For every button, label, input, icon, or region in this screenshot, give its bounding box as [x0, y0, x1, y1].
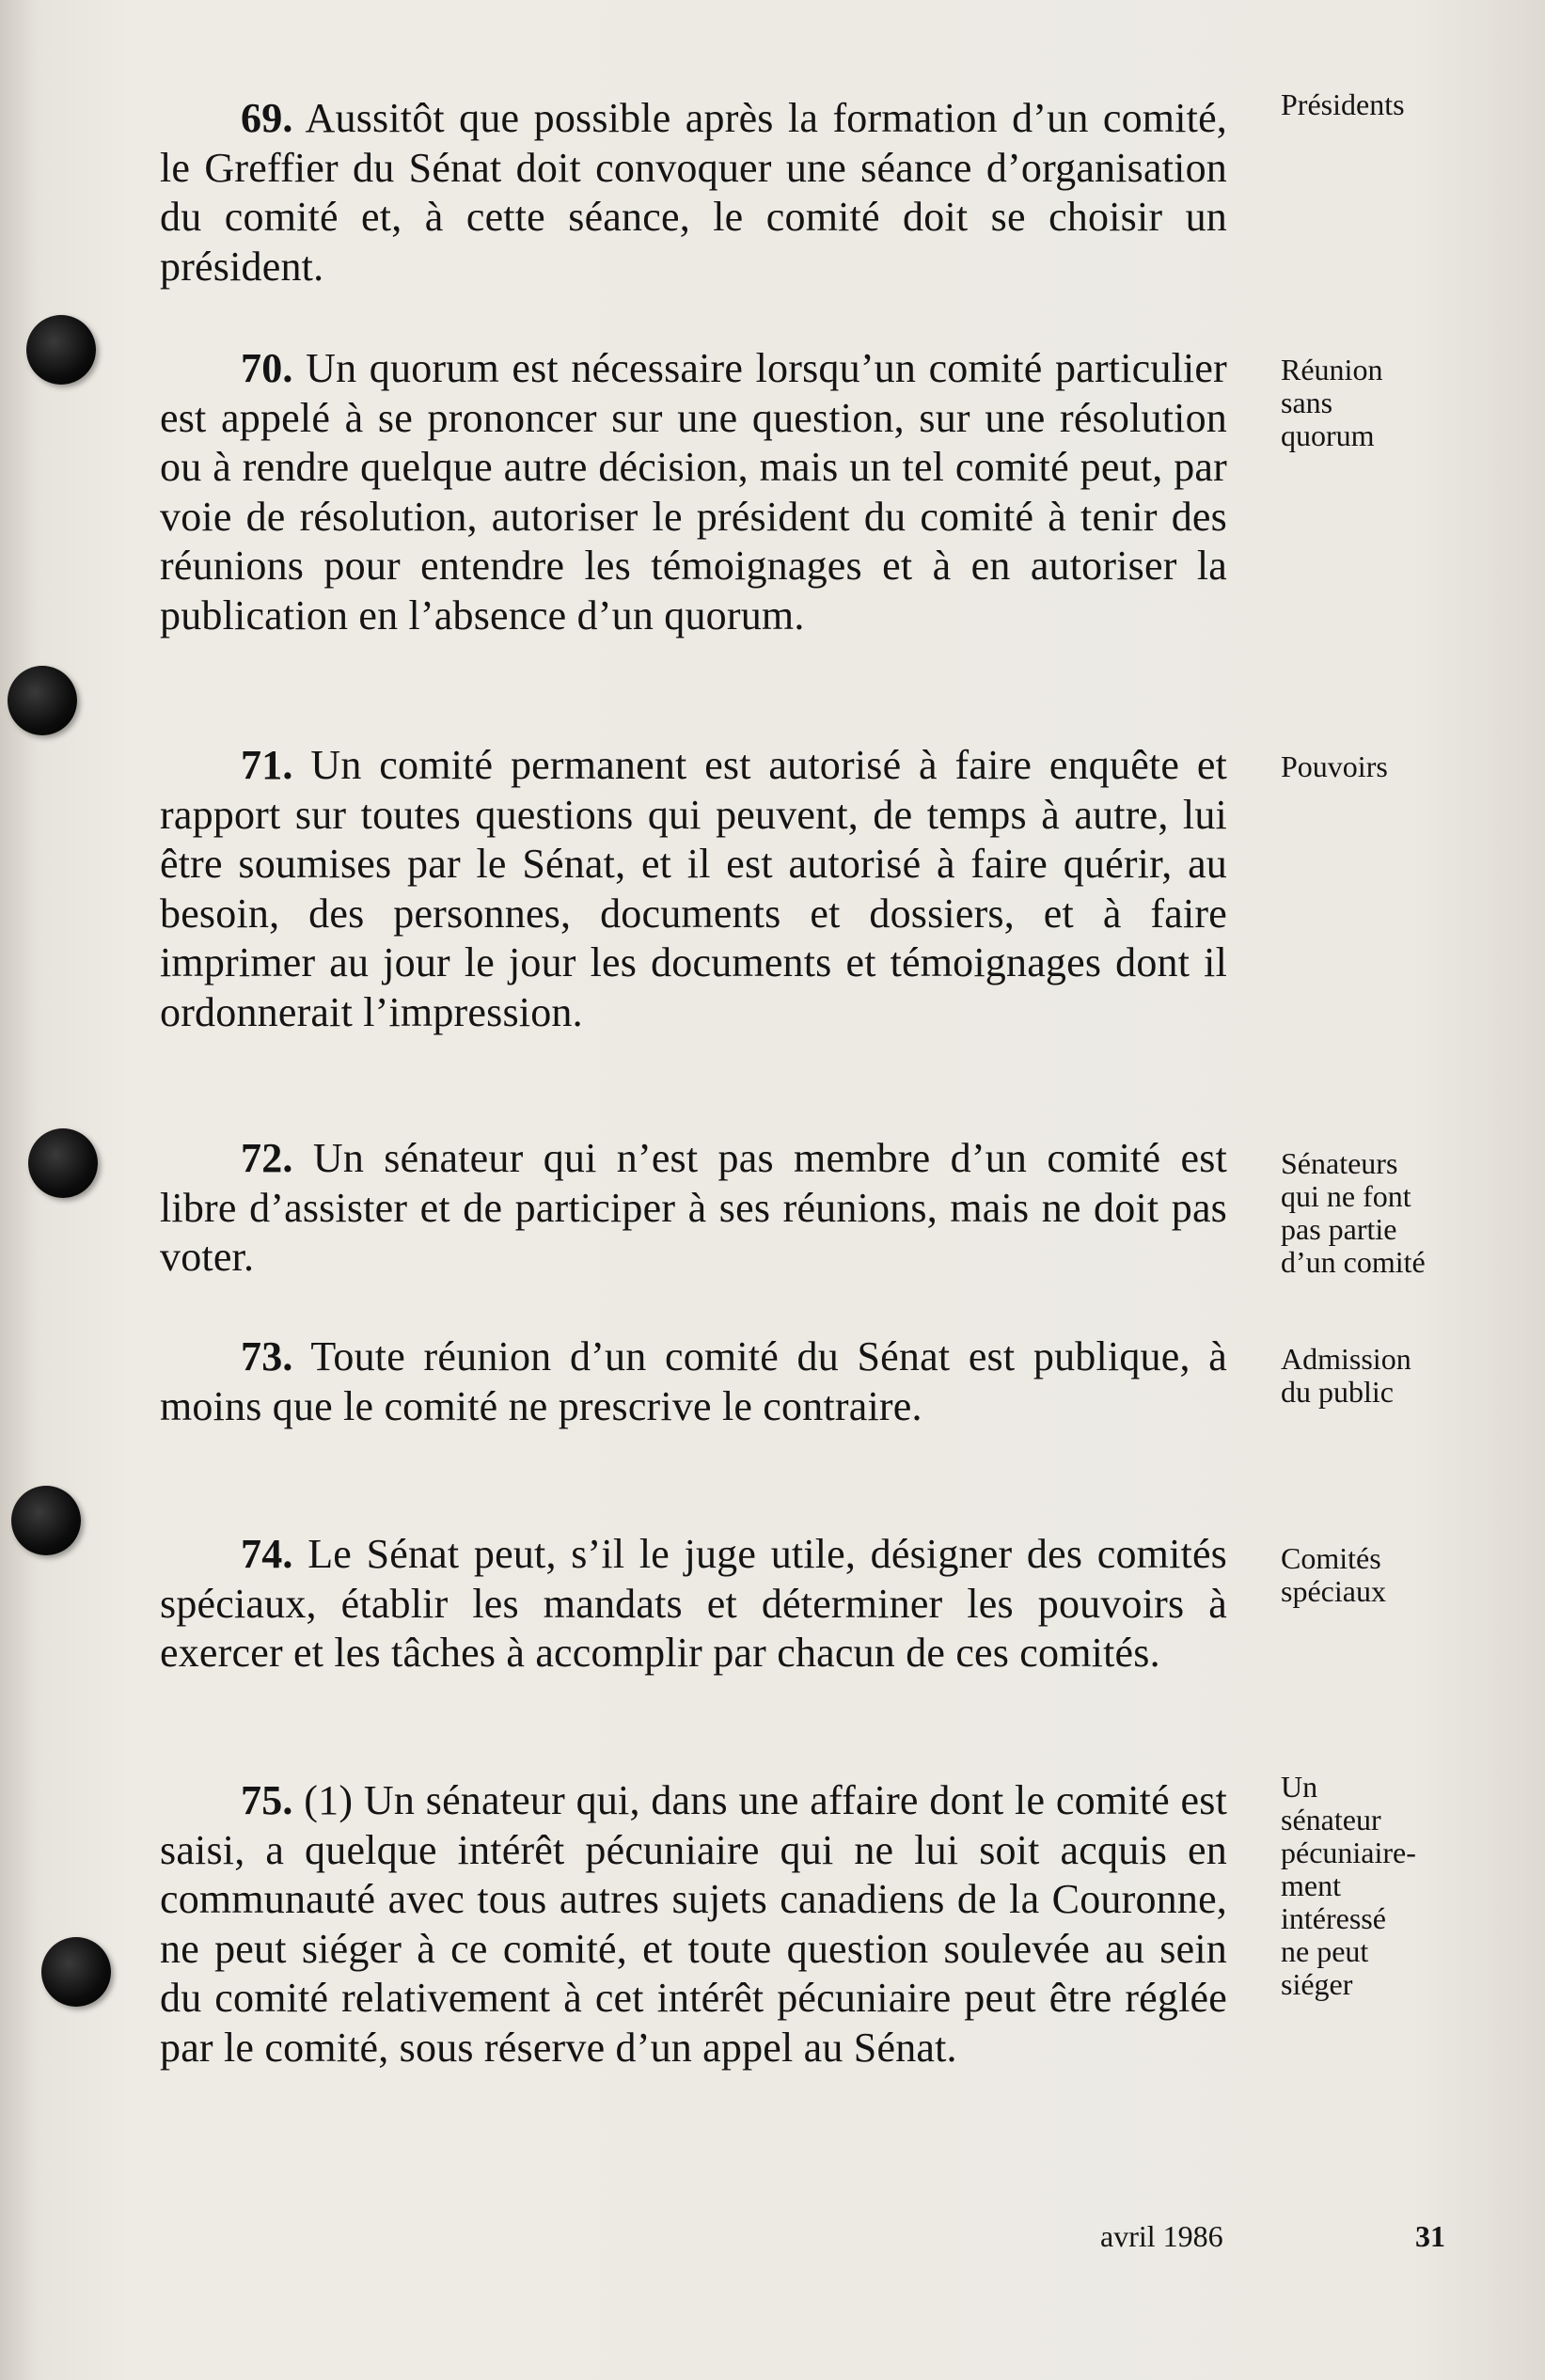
- margin-note-71: Pouvoirs: [1281, 749, 1388, 783]
- binder-hole: [26, 315, 96, 385]
- section-72: [160, 1134, 1227, 1283]
- section-text: (1) Un sénateur qui, dans une affaire dont le comité est saisi, a quelque intérêt pécuniaire qui ne lui soit acquis en communauté avec tous autres sujets canadiens de la Couronne, ne peut siéger à ce comité, et toute question soulevée au sein du comité relativement à cet intérêt pécuniaire peut être réglée par le comité, sous réserve d’un appel au Sénat.: [160, 1777, 1227, 2071]
- section-text: Toute réunion d’un comité du Sénat est publique, à moins que le comité ne prescrive le contraire.: [160, 1333, 1227, 1429]
- section-text: Aussitôt que possible après la formation d’un comité, le Greffier du Sénat doit convoquer une séance d’organisation du comité et, à cette séance, le comité doit se choisir un président.: [160, 95, 1228, 290]
- margin-note-74: Comités spéciaux: [1281, 1541, 1386, 1608]
- section-number: 70.: [241, 345, 293, 391]
- margin-note-72: Sénateurs qui ne font pas partie d’un comité: [1281, 1146, 1426, 1279]
- section-69: [160, 94, 1227, 292]
- margin-note-69: Présidents: [1281, 87, 1405, 121]
- footer-date: avril 1986: [1100, 2219, 1223, 2253]
- section-number: 75.: [241, 1777, 293, 1823]
- section-74: [160, 1530, 1227, 1679]
- section-71: [160, 741, 1227, 1037]
- margin-note-73: Admission du public: [1281, 1342, 1411, 1409]
- binder-hole: [8, 666, 77, 735]
- section-75: [160, 1776, 1227, 2073]
- binder-hole: [28, 1128, 98, 1198]
- section-number: 74.: [241, 1531, 293, 1577]
- binder-hole: [41, 1937, 111, 2007]
- page-number: 31: [1415, 2219, 1445, 2253]
- section-text: Un sénateur qui n’est pas membre d’un comité est libre d’assister et de participer à ses réunions, mais ne doit pas voter.: [160, 1135, 1227, 1280]
- margin-note-75: Un sénateur pécuniaire- ment intéressé ne peut siéger: [1281, 1770, 1416, 2001]
- section-73: [160, 1332, 1227, 1431]
- section-number: 71.: [241, 742, 293, 788]
- section-text: Le Sénat peut, s’il le juge utile, désigner des comités spéciaux, établir les mandats et déterminer les pouvoirs à exercer et les tâches à accomplir par chacun de ces comités.: [160, 1531, 1227, 1676]
- binder-hole: [11, 1486, 81, 1555]
- margin-note-70: Réunion sans quorum: [1281, 353, 1383, 452]
- section-text: Un quorum est nécessaire lorsqu’un comité particulier est appelé à se prononcer sur une question, sur une résolution ou à rendre quelque autre décision, mais un tel comité peut, par voie de résolution, autoriser le président du comité à tenir des réunions pour entendre les témoignages et à en autoriser la publication en l’absence d’un quorum.: [160, 345, 1228, 638]
- section-number: 72.: [241, 1135, 293, 1181]
- section-number: 69.: [241, 95, 293, 141]
- section-70: [160, 344, 1227, 640]
- section-number: 73.: [241, 1333, 293, 1379]
- section-text: Un comité permanent est autorisé à faire enquête et rapport sur toutes questions qui peuvent, de temps à autre, lui être soumises par le Sénat, et il est autorisé à faire quérir, au besoin, des personnes, documents et dossiers, et à faire imprimer au jour le jour les documents et témoignages dont il ordonnerait l’impression.: [160, 742, 1227, 1035]
